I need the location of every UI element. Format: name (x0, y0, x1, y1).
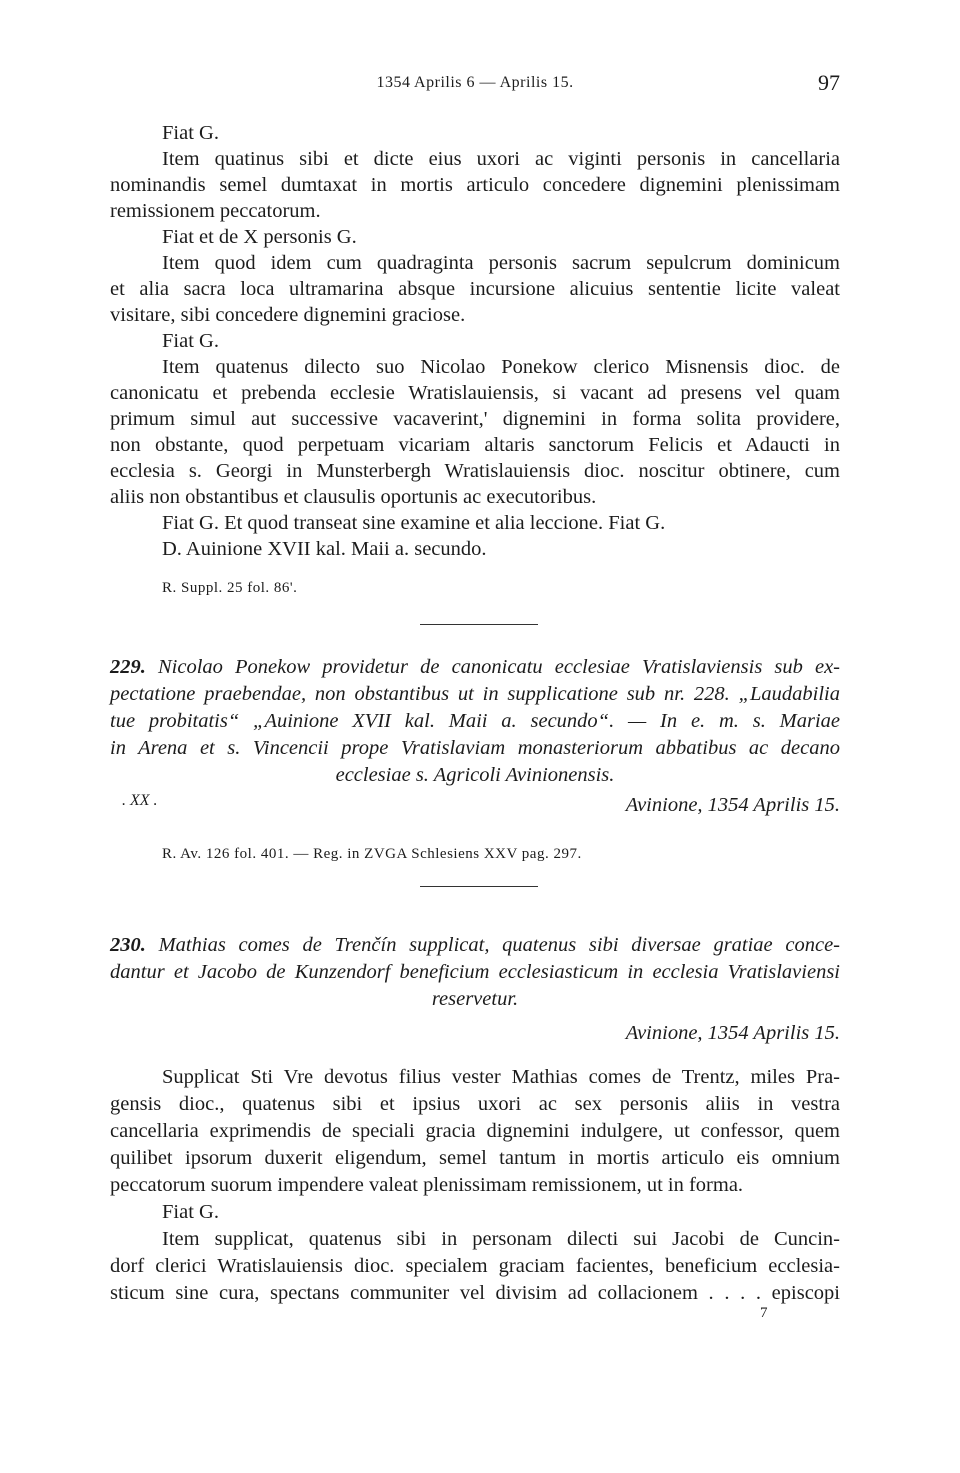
text-line: Item supplicat, quatenus sibi in personam dilecti sui Jacobi de Cuncin- (162, 1228, 840, 1250)
text-line: peccatorum suorum impendere valeat plenissimam remissionem, ut in forma. (110, 1174, 744, 1196)
separator-rule (420, 624, 538, 625)
running-title: 1354 Aprilis 6 — Aprilis 15. (376, 74, 574, 91)
regest-line: in Arena et s. Vincencii prope Vratislaviam monasteriorum abbatibus ac decano (110, 737, 840, 759)
document-number: 230. (110, 934, 146, 956)
text-line: primum simul aut successive vacaverint,' dignemini in forma solita providere, (110, 408, 840, 430)
marginal-mark: . XX . (122, 792, 158, 809)
text-line: non obstante, quod perpetuam vicariam altaris sanctorum Felicis et Adaucti in (110, 434, 840, 456)
text-line: Item quatinus sibi et dicte eius uxori ac viginti personis in cancellaria (162, 148, 840, 170)
document-date: Avinione, 1354 Aprilis 15. (625, 1022, 840, 1044)
text-line: Item quod idem cum quadraginta personis sacrum sepulcrum dominicum (162, 252, 840, 274)
text-line: Fiat G. (162, 1201, 219, 1223)
text-line: canonicatu et prebenda ecclesie Wratislauiensis, si vacant ad presens vel quam (110, 382, 840, 404)
regest-line: tue probitatis“ „Auinione XVII kal. Maii a. secundo“. — In e. m. s. Mariae (110, 710, 840, 732)
text-line: Supplicat Sti Vre devotus filius vester Mathias comes de Trentz, miles Pra- (162, 1066, 840, 1088)
text-line: ecclesia s. Georgi in Munsterbergh Wratislauiensis dioc. noscitur obtinere, cum (110, 460, 840, 482)
text-line: Fiat G. Et quod transeat sine examine et alia leccione. Fiat G. (162, 512, 666, 534)
text-line: D. Auinione XVII kal. Maii a. secundo. (162, 538, 487, 560)
text-line: gensis dioc., quatenus sibi et ipsius uxori ac sex personis aliis in vestra (110, 1093, 840, 1115)
text-line: aliis non obstantibus et clausulis oportunis ac executoribus. (110, 486, 597, 508)
regest-line (110, 654, 840, 680)
text-line: et alia sacra loca ultramarina absque incursione alicuius sententie licite valeat (110, 278, 840, 300)
text-line: sticum sine cura, spectans communiter vel divisim ad collacionem . . . . episcopi (110, 1282, 840, 1304)
source-reference: R. Av. 126 fol. 401. — Reg. in ZVGA Schlesiens XXV pag. 297. (162, 846, 582, 862)
regest-line: ecclesiae s. Agricoli Avinionensis. (335, 764, 615, 786)
regest-line (110, 932, 840, 958)
regest-text: Mathias comes de Trenčín supplicat, quatenus sibi diversae gratiae conce- (158, 934, 841, 956)
separator-rule (420, 886, 538, 887)
text-line: dorf clerici Wratislauiensis dioc. specialem graciam facientes, beneficium ecclesia- (110, 1255, 840, 1277)
text-line: cancellaria exprimendis de speciali gracia dignemini indulgere, ut confessor, quem (110, 1120, 840, 1142)
text-line: nominandis semel dumtaxat in mortis articulo concedere dignemini plenissimam (110, 174, 840, 196)
document-number: 229. (110, 656, 146, 678)
regest-text: Nicolao Ponekow providetur de canonicatu ecclesiae Vratislaviensis sub ex- (157, 656, 841, 678)
text-line: Item quatenus dilecto suo Nicolao Ponekow clerico Misnensis dioc. de (162, 356, 840, 378)
text-line: visitare, sibi concedere dignemini graciose. (110, 304, 466, 326)
regest-line: pectatione praebendae, non obstantibus ut in supplicatione sub nr. 228. „Laudabilia (110, 683, 840, 705)
regest-line: dantur et Jacobo de Kunzendorf beneficium ecclesiasticum in ecclesia Vratislaviensi (110, 961, 840, 983)
source-reference: R. Suppl. 25 fol. 86'. (162, 580, 298, 596)
text-line: quilibet ipsorum duxerit eligendum, semel tantum in mortis articulo eis omnium (110, 1147, 840, 1169)
regest-line: reservetur. (431, 988, 519, 1010)
text-line: Fiat G. (162, 122, 219, 144)
document-date: Avinione, 1354 Aprilis 15. (625, 794, 840, 816)
text-line: Fiat G. (162, 330, 219, 352)
page-number: 97 (818, 70, 840, 95)
signature-mark: 7 (760, 1305, 768, 1321)
text-line: remissionem peccatorum. (110, 200, 321, 222)
text-line: Fiat et de X personis G. (162, 226, 357, 248)
page-header (110, 70, 840, 100)
